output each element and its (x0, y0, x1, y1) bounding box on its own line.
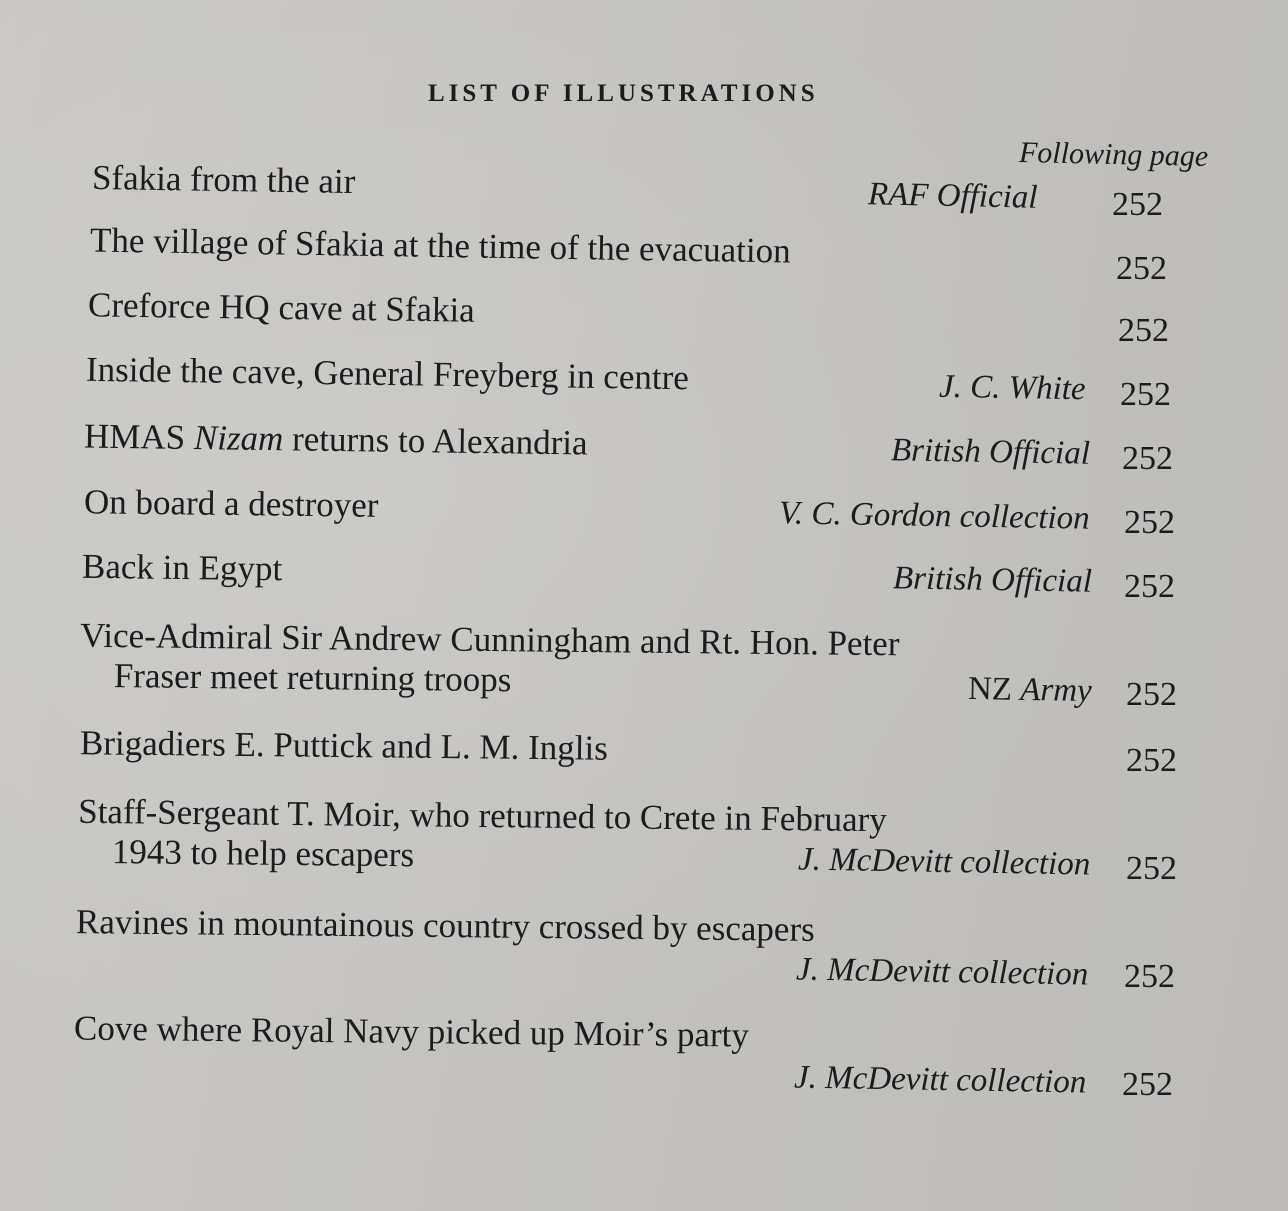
illustration-title: Vice-Admiral Sir Andrew Cunningham and Rt. Hon. Peter (80, 615, 900, 664)
illustration-entry (74, 1008, 749, 1055)
page-number: 252 (1126, 850, 1177, 887)
illustration-title-continued: 1943 to help escapers (111, 832, 415, 875)
illustration-title (84, 416, 588, 463)
page-number: 252 (1124, 504, 1175, 541)
illustration-credit: J. McDevitt collection (793, 1059, 1087, 1101)
illustration-title: Brigadiers E. Puttick and L. M. Inglis (79, 723, 609, 768)
illustration-credit: V. C. Gordon collection (778, 495, 1091, 537)
page-number: 252 (1122, 440, 1173, 477)
illustration-entry (86, 350, 689, 398)
illustration-entry (80, 616, 900, 705)
page-number: 252 (1124, 958, 1175, 995)
illustration-title: Inside the cave, General Freyberg in centre (85, 349, 690, 398)
page-number: 252 (1116, 250, 1167, 287)
illustration-entry (92, 158, 356, 202)
illustration-credit: J. McDevitt collection (797, 841, 1091, 883)
illustration-credit: British Official (890, 432, 1091, 472)
title-prefix: HMAS (83, 416, 195, 458)
credit-prefix: NZ (967, 670, 1021, 708)
illustration-entry (80, 723, 608, 769)
illustration-credit (968, 671, 1092, 710)
credit-italic: Army (1020, 671, 1093, 710)
illustration-title-continued: Fraser meet returning troops (113, 656, 512, 700)
title-suffix: returns to Alexandria (283, 419, 588, 463)
illustration-title: Creforce HQ cave at Sfakia (87, 285, 476, 330)
illustration-title: Ravines in mountainous country crossed by escapers (75, 902, 815, 949)
illustration-title: Staff-Sergeant T. Moir, who returned to Crete in February (78, 791, 887, 840)
page-heading: LIST OF ILLUSTRATIONS (428, 80, 819, 107)
page-number: 252 (1124, 568, 1175, 605)
page-number: 252 (1126, 742, 1177, 779)
illustration-title: On board a destroyer (83, 482, 379, 525)
illustration-credit: J. McDevitt collection (795, 951, 1089, 993)
illustration-title: The village of Sfakia at the time of the evacuation (89, 220, 791, 271)
illustration-credit: J. C. White (939, 368, 1087, 408)
page-number: 252 (1122, 1066, 1173, 1103)
illustration-entry (82, 547, 283, 589)
illustration-entry (78, 792, 887, 880)
illustration-entry (76, 902, 815, 950)
illustration-entry (90, 220, 791, 271)
page-number: 252 (1118, 312, 1169, 349)
illustration-entry (84, 416, 588, 463)
page-number: 252 (1120, 376, 1171, 413)
ship-name: Nizam (193, 418, 284, 459)
illustration-entry (84, 482, 379, 526)
page-number: 252 (1126, 676, 1177, 713)
illustration-title: Back in Egypt (81, 546, 283, 589)
page-number: 252 (1112, 186, 1163, 223)
illustration-credit: British Official (892, 560, 1093, 600)
illustration-credit: RAF Official (868, 176, 1039, 216)
illustration-title: Cove where Royal Navy picked up Moir’s party (73, 1008, 750, 1055)
illustration-title: Sfakia from the air (91, 157, 356, 202)
illustration-entry (88, 285, 475, 330)
following-page-column-header: Following page (1018, 136, 1209, 173)
